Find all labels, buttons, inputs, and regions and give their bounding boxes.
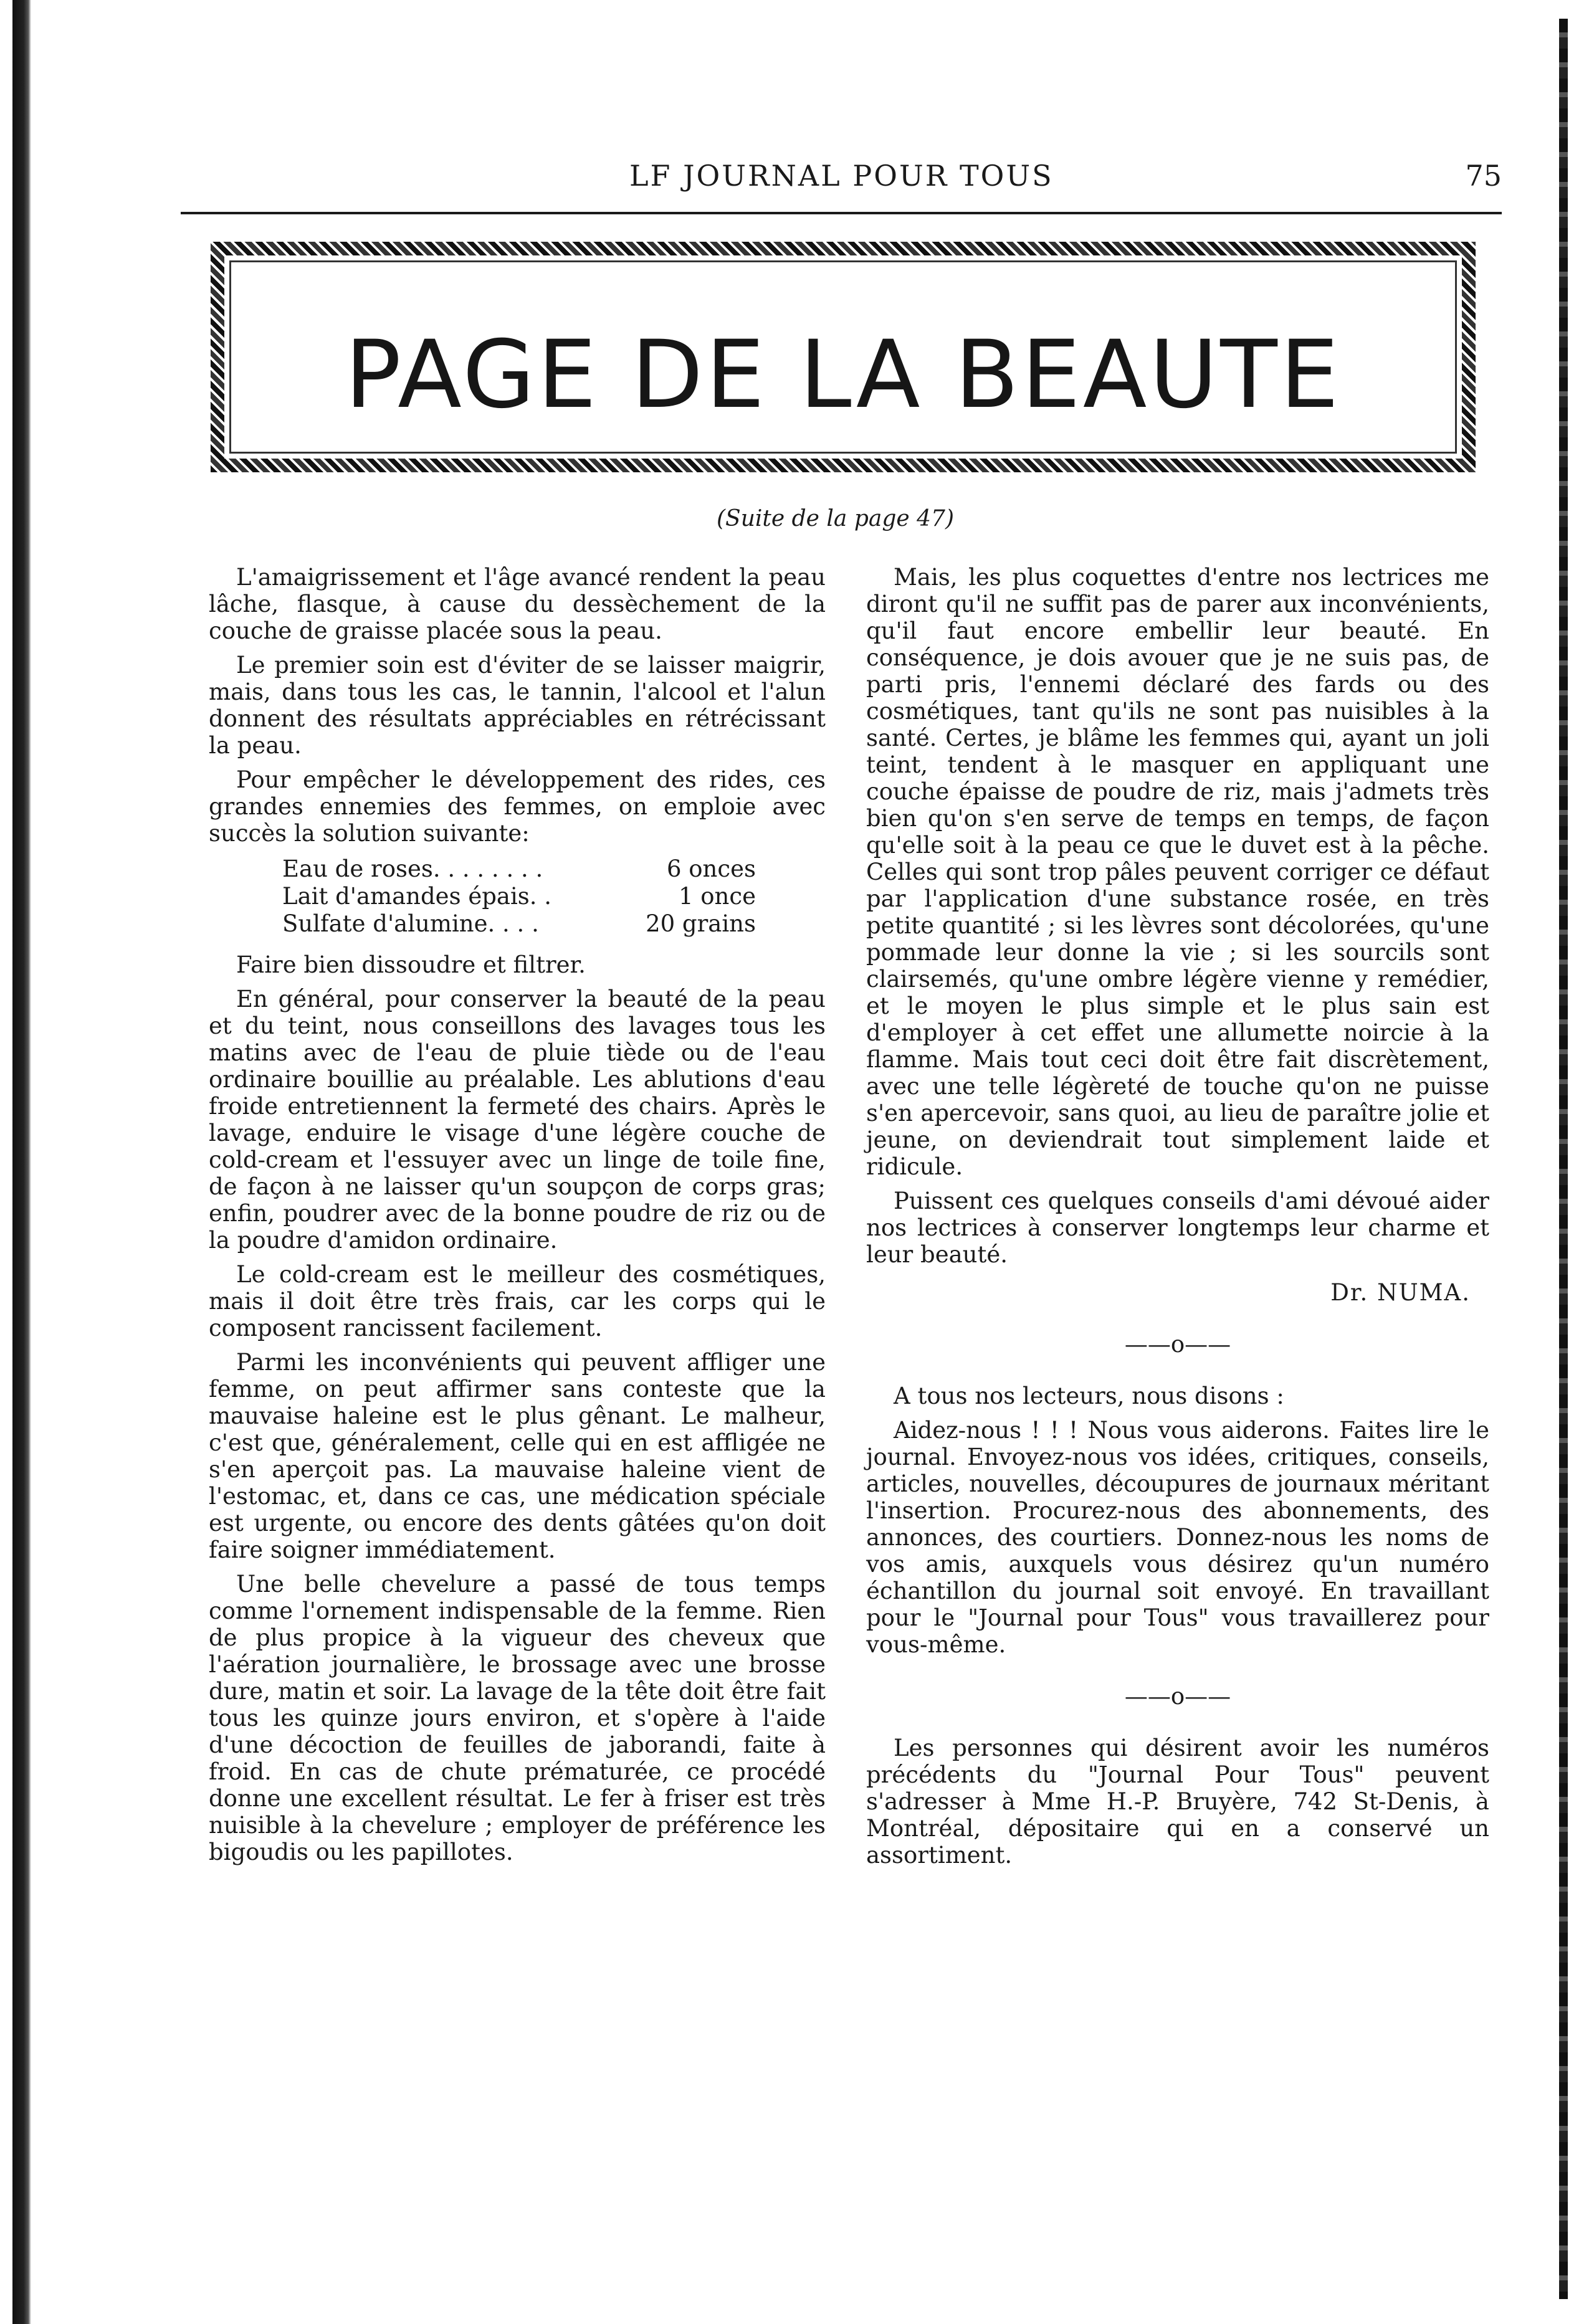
recipe-leader: . . [529, 883, 552, 910]
section-divider: ——o—— [1124, 1683, 1231, 1710]
left-column [209, 564, 826, 1873]
page-right-edge [1559, 19, 1568, 2299]
recipe-leader: . . . . [487, 910, 539, 937]
title-ornamental-frame [211, 242, 1476, 472]
continued-note: (Suite de la page 47) [717, 506, 954, 531]
paragraph: Le cold-cream est le meilleur des cosmétiques, mais il doit être très frais, car les corps qui le composent rancissent facilement. [209, 1261, 826, 1341]
paragraph: Aidez-nous ! ! ! Nous vous aiderons. Faites lire le journal. Envoyez-nous vos idées, critiques, conseils, articles, nouvelles, découpures de journaux méritant l'insertion. Procurez-nous des abonnements, des annonces, des courtiers. Donnez-nous les noms de vos amis, auxquels vous désirez qu'un numéro échantillon du journal soit envoyé. En travaillant pour le "Journal pour Tous" vous travaillerez pour vous-même. [866, 1417, 1489, 1658]
recipe-quantity: 20 grains [646, 910, 756, 937]
page-number: 75 [1465, 159, 1502, 193]
recipe-leader: . . . . . . . . [432, 855, 543, 882]
recipe-item: Sulfate d'alumine [282, 910, 488, 937]
paragraph: Faire bien dissoudre et filtrer. [236, 951, 586, 978]
paragraph: Une belle chevelure a passé de tous temps comme l'ornement indispensable de la femme. Rien de plus propice à la vigueur des cheveux que l'aération journalière, le brossage avec une brosse dure, matin et soir. La lavage de la tête doit être fait tous les quinze jours environ, et s'opère à l'aide d'une décoction de feuilles de jaborandi, faite à froid. En cas de chute prématurée, ce procédé donne une excellent résultat. Le fer à friser est très nuisible à la chevelure ; employer de préférence les bigoudis ou les papillotes. [209, 1571, 826, 1865]
paragraph: Le premier soin est d'éviter de se laisser maigrir, mais, dans tous les cas, le tannin, l'alcool et l'alun donnent des résultats appréciables en rétrécissant la peau. [209, 652, 826, 759]
header-rule [181, 212, 1502, 214]
paragraph: L'amaigrissement et l'âge avancé rendent la peau lâche, flasque, à cause du dessèchement de la couche de graisse placée sous la peau. [209, 564, 826, 644]
recipe-row [282, 883, 756, 910]
paragraph: Mais, les plus coquettes d'entre nos lectrices me diront qu'il ne suffit pas de parer aux inconvénients, qu'il faut encore embellir leur beauté. En conséquence, je dois avouer que je ne suis pas, de parti pris, l'ennemi déclaré des fards ou des cosmétiques, tant qu'ils ne sont pas nuisibles à la santé. Certes, je blâme les femmes qui, ayant un joli teint, tendent à le masquer en appliquant une couche épaisse de poudre de riz, mais j'admets très bien qu'on s'en serve de temps en temps, de façon qu'elle soit à la peau ce que le duvet est à la pêche. Celles qui sont trop pâles peuvent corriger ce défaut par l'application d'une substance rosée, en très petite quantité ; si les lèvres sont décolorées, qu'une pommade leur donne la vie ; si les sourcils sont clairsemés, qu'une ombre légère vienne y remédier, et le moyen le plus simple et le plus sain est d'employer à cet effet une allumette noircie à la flamme. Mais tout ceci doit être fait discrètement, avec une telle légèreté de touche qu'on ne puisse s'en apercevoir, sans quoi, au lieu de paraître jolie et jeune, on deviendrait tout simplement laide et ridicule. [866, 564, 1489, 1180]
right-column [866, 564, 1489, 1876]
recipe-quantity: 1 once [678, 883, 756, 910]
recipe-row [282, 855, 756, 883]
paragraph: Puissent ces quelques conseils d'ami dévoué aider nos lectrices à conserver longtemps leur charme et leur beauté. [866, 1188, 1489, 1268]
paragraph: A tous nos lecteurs, nous disons : [894, 1383, 1284, 1409]
paragraph: En général, pour conserver la beauté de la peau et du teint, nous conseillons des lavages tous les matins avec de l'eau de pluie tiède ou de l'eau ordinaire bouillie au préalable. Les ablutions d'eau froide entretiennent la fermeté des chairs. Après le lavage, enduire le visage d'une légère couche de cold-cream et l'essuyer avec un linge de toile fine, de façon à ne laisser qu'un soupçon de corps gras; enfin, poudrer avec de la bonne poudre de riz ou de la poudre d'amidon ordinaire. [209, 986, 826, 1254]
section-divider: ——o—— [1124, 1331, 1231, 1358]
running-header [181, 159, 1502, 215]
recipe-item: Lait d'amandes épais [282, 883, 530, 910]
author-signature: Dr. NUMA. [1330, 1279, 1471, 1306]
paragraph: Pour empêcher le développement des rides, ces grandes ennemies des femmes, on emploie avec succès la solution suivante: [209, 766, 826, 847]
paragraph: Parmi les inconvénients qui peuvent affliger une femme, on peut affirmer sans conteste que la mauvaise haleine est le plus gênant. Le malheur, c'est que, généralement, celle qui en est affligée ne s'en aperçoit pas. La mauvaise haleine vient de l'estomac, et, dans ce cas, une médication spéciale est urgente, ou encore des dents gâtées qu'on doit faire soigner immédiatement. [209, 1349, 826, 1563]
recipe-quantity: 6 onces [666, 855, 756, 882]
recipe-row [282, 910, 756, 938]
page-title: PAGE DE LA BEAUTE [345, 321, 1342, 429]
recipe-list [282, 855, 826, 938]
running-title: LF JOURNAL POUR TOUS [629, 159, 1054, 193]
page-binding-edge [12, 0, 31, 2324]
paragraph: Les personnes qui désirent avoir les numéros précédents du "Journal Pour Tous" peuvent s'adresser à Mme H.-P. Bruyère, 742 St-Denis, à Montréal, dépositaire qui en a conservé un assortiment. [866, 1735, 1489, 1869]
recipe-item: Eau de roses [282, 855, 433, 882]
